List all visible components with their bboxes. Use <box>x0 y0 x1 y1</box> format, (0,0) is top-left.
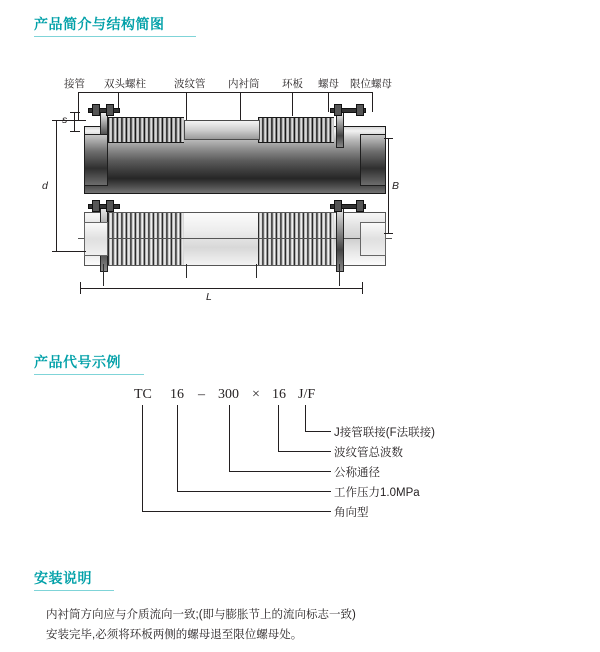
callout-label-0: 接管 <box>64 78 85 90</box>
callout-leader-6 <box>372 92 373 112</box>
limit-nut-upper-left <box>106 104 114 116</box>
ring-plate-lower-right <box>336 206 344 272</box>
code-leader-v-2 <box>229 405 230 471</box>
hanger-rod-right <box>339 264 340 286</box>
code-leader-h-0 <box>305 431 331 432</box>
code-desc-2: 公称通径 <box>334 467 380 479</box>
nut-upper-right-1 <box>334 104 342 116</box>
section-title-intro: 产品简介与结构简图 <box>34 16 165 32</box>
dimension-tick-L-right <box>362 282 363 294</box>
dimension-label-d: d <box>42 180 48 192</box>
code-char-0: TC <box>134 387 152 402</box>
bellows-upper-right <box>258 117 334 143</box>
liner-sleeve-lower <box>184 212 258 266</box>
connect-pipe-upper-right <box>360 134 386 186</box>
bellows-lower-right <box>258 212 334 266</box>
callout-label-1: 双头螺柱 <box>104 78 146 90</box>
code-char-3: 300 <box>218 387 239 402</box>
code-char-1: 16 <box>170 387 184 402</box>
hanger-rod-mid-right <box>256 264 257 278</box>
ring-plate-upper-right <box>336 112 344 148</box>
dimension-label-B: B <box>392 180 400 192</box>
dimension-tick-B-bottom <box>384 233 393 234</box>
code-leader-v-4 <box>142 405 143 511</box>
install-line-1: 安装完毕,必须将环板两侧的螺母退至限位螺母处。 <box>46 629 303 641</box>
centre-line-lower <box>78 238 392 239</box>
hanger-rod-left <box>103 264 104 286</box>
callout-label-4: 环板 <box>282 78 303 90</box>
dimension-line-d <box>56 120 57 252</box>
code-char-4: × <box>252 387 260 402</box>
extension-line-d-top <box>56 120 86 121</box>
dimension-tick-B-top <box>384 138 393 139</box>
nut-upper-left-1 <box>92 104 100 116</box>
hanger-rod-mid-left <box>186 264 187 278</box>
code-desc-0: J接管联接(F法联接) <box>334 427 435 439</box>
code-leader-v-0 <box>305 405 306 431</box>
dimension-label-L: L <box>206 291 212 303</box>
section-title-install: 安装说明 <box>34 570 92 586</box>
code-desc-4: 角向型 <box>334 507 369 519</box>
callout-leader-5 <box>328 92 329 112</box>
section-underline-intro <box>34 36 196 37</box>
callout-leader-0 <box>78 92 79 120</box>
extension-line-d-bottom <box>56 251 86 252</box>
callout-label-2: 波纹管 <box>174 78 206 90</box>
code-leader-v-3 <box>177 405 178 491</box>
code-char-6: J/F <box>298 387 316 402</box>
nut-lower-left-1 <box>92 200 100 212</box>
dimension-line-B <box>388 138 389 234</box>
code-char-5: 16 <box>272 387 286 402</box>
callout-leader-4 <box>292 92 293 116</box>
dimension-line-s <box>74 112 75 132</box>
code-desc-1: 波纹管总波数 <box>334 447 403 459</box>
bellows-lower-left <box>108 212 184 266</box>
code-char-2: – <box>198 387 205 402</box>
callout-label-3: 内衬筒 <box>228 78 260 90</box>
bellows-upper-left <box>108 117 184 143</box>
code-desc-3: 工作压力1.0MPa <box>334 487 420 499</box>
limit-nut-lower-right <box>356 200 364 212</box>
dimension-tick-L-left <box>80 282 81 294</box>
dimension-tick-s-bottom <box>70 131 80 132</box>
connect-pipe-lower-right <box>360 222 386 256</box>
product-code-diagram <box>0 375 600 545</box>
code-leader-v-1 <box>278 405 279 451</box>
code-leader-h-1 <box>278 451 331 452</box>
limit-nut-lower-left <box>106 200 114 212</box>
callout-label-5: 螺母 <box>318 78 339 90</box>
dimension-tick-s-top <box>70 112 80 113</box>
callout-label-6: 限位螺母 <box>350 78 392 90</box>
install-line-0: 内衬筒方向应与介质流向一致;(即与膨胀节上的流向标志一致) <box>46 609 356 621</box>
code-leader-h-3 <box>177 491 331 492</box>
dimension-line-L <box>80 288 362 289</box>
connect-pipe-lower-left <box>84 222 108 256</box>
section-title-code: 产品代号示例 <box>34 354 121 370</box>
liner-sleeve-upper <box>184 120 260 140</box>
code-leader-h-2 <box>229 471 331 472</box>
section-underline-install <box>34 590 114 591</box>
code-leader-h-4 <box>142 511 331 512</box>
connect-pipe-upper-left <box>84 134 108 186</box>
structure-diagram <box>0 60 600 303</box>
limit-nut-upper-right <box>356 104 364 116</box>
nut-lower-right-1 <box>334 200 342 212</box>
